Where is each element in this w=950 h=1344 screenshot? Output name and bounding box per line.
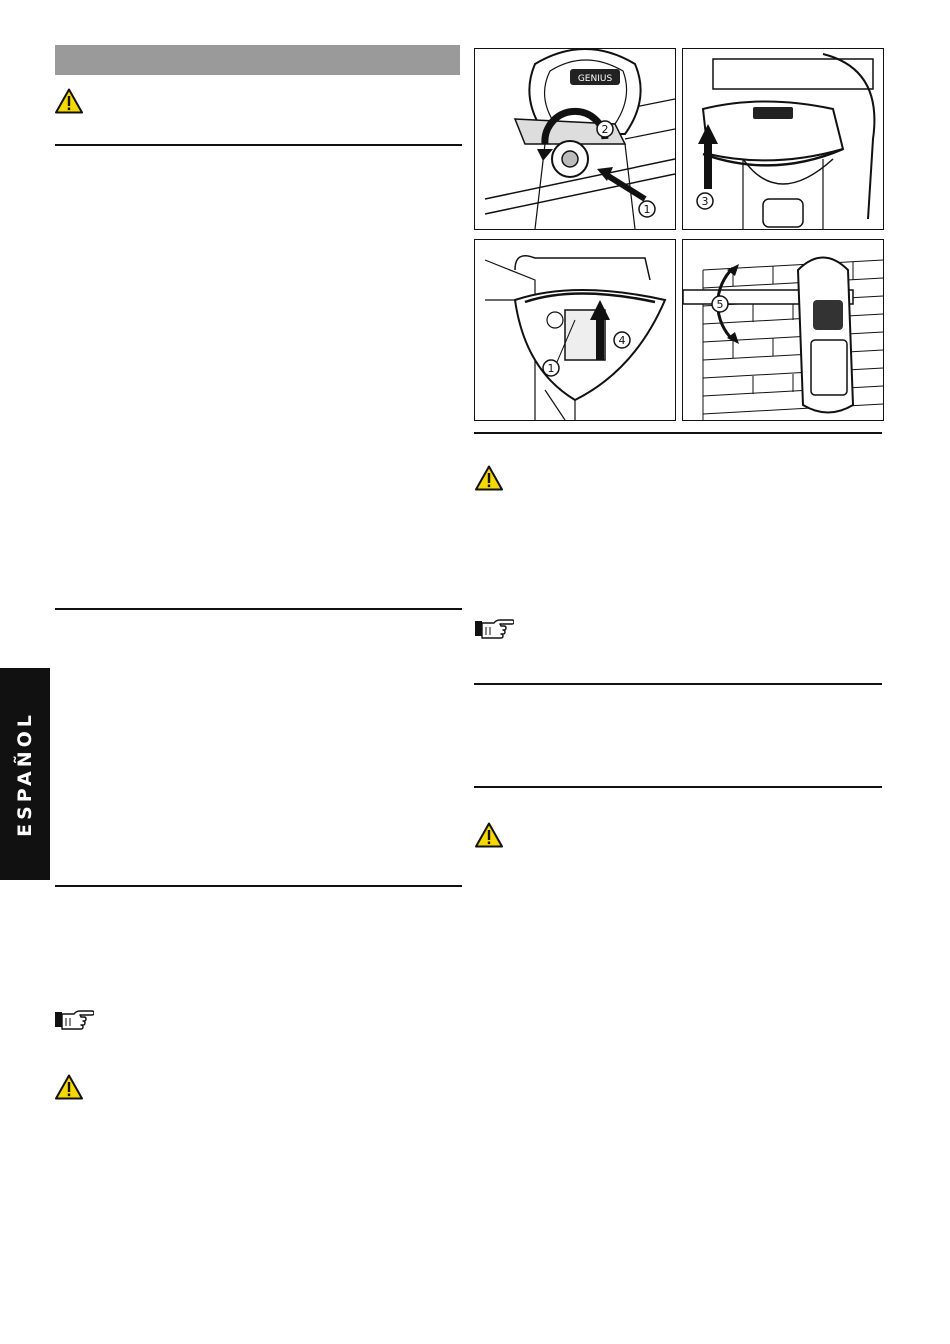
language-tab (0, 668, 50, 880)
figure-panel-step-1-2 (474, 48, 676, 230)
svg-text:5: 5 (716, 298, 724, 311)
svg-text:3: 3 (701, 195, 709, 208)
pointing-hand-icon (474, 617, 514, 639)
unlock-illustration (475, 49, 675, 229)
pointing-hand-icon (54, 1008, 94, 1030)
warning-icon (475, 822, 503, 848)
figure-panel-step-4 (474, 239, 676, 421)
release-illustration (475, 240, 675, 420)
section-divider (55, 885, 462, 887)
section-header-bar (55, 45, 460, 75)
warning-icon (55, 1074, 83, 1100)
svg-text:2: 2 (601, 123, 609, 136)
section-divider (55, 144, 462, 146)
figure-panel-step-3 (682, 48, 884, 230)
cover-lift-illustration (683, 49, 883, 229)
svg-text:1: 1 (643, 203, 651, 216)
warning-icon (55, 88, 83, 114)
warning-icon (475, 465, 503, 491)
language-tab-label: ESPAÑOL (14, 711, 36, 837)
manual-move-illustration (683, 240, 883, 420)
figure-panel-step-5 (682, 239, 884, 421)
svg-text:1: 1 (547, 362, 555, 375)
section-divider (474, 683, 882, 685)
section-divider (474, 432, 882, 434)
svg-text:4: 4 (618, 334, 626, 347)
section-divider (55, 608, 462, 610)
svg-text:GENIUS: GENIUS (577, 74, 613, 84)
section-divider (474, 786, 882, 788)
